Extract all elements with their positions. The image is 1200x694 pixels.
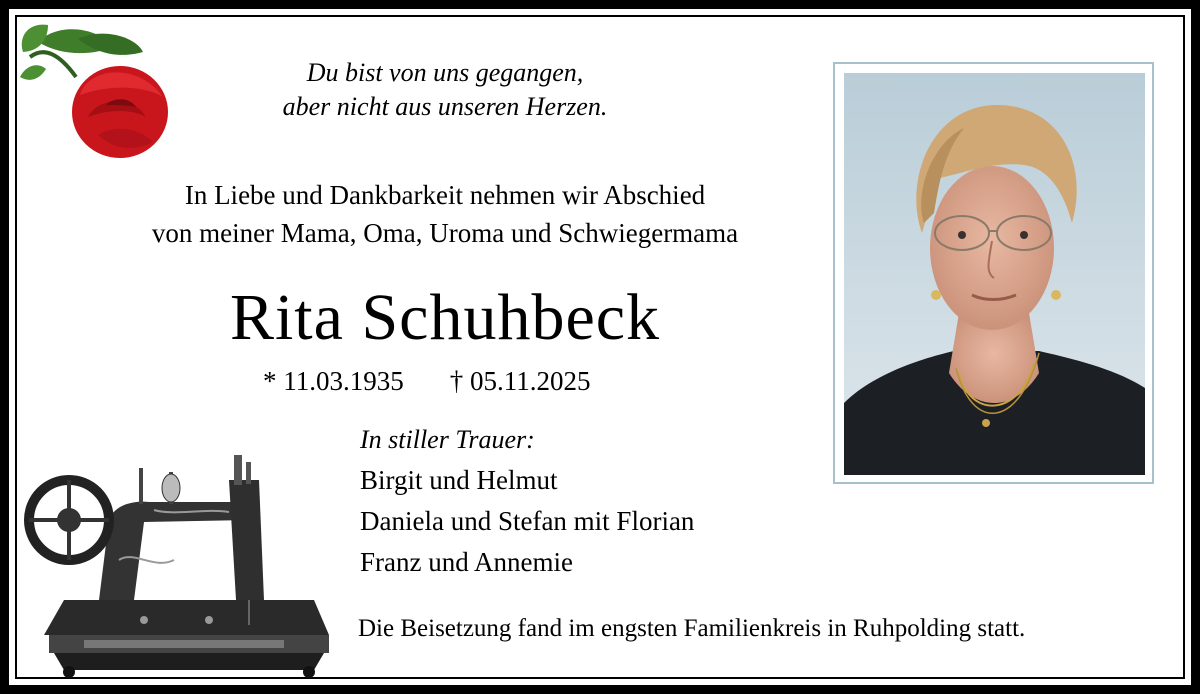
motto-line-2: aber nicht aus unseren Herzen. [282,92,608,121]
burial-note: Die Beisetzung fand im engsten Familienkreis in Ruhpolding statt. [358,615,1026,642]
mourner-entry: Franz und Annemie [360,547,573,577]
portrait-frame [833,62,1154,484]
deceased-name: Rita Schuhbeck [229,281,661,354]
death-date: † 05.11.2025 [449,366,591,396]
farewell-intro [70,176,820,252]
sewing-machine-illustration [24,450,334,678]
mourner-entry: Daniela und Stefan mit Florian [360,506,695,536]
birth-date: * 11.03.1935 [263,366,404,396]
mourning-label: In stiller Trauer: [360,425,535,454]
motto-line-1: Du bist von uns gegangen, [306,58,584,87]
motto [200,56,690,124]
mourner-list [360,460,694,583]
intro-line-2: von meiner Mama, Oma, Uroma und Schwiegermama [151,218,739,248]
mourner-entry: Birgit und Helmut [360,465,558,495]
life-dates [263,364,591,398]
red-rose-icon [18,17,173,162]
portrait-photo [844,73,1145,475]
intro-line-1: In Liebe und Dankbarkeit nehmen wir Abschied [184,180,706,210]
